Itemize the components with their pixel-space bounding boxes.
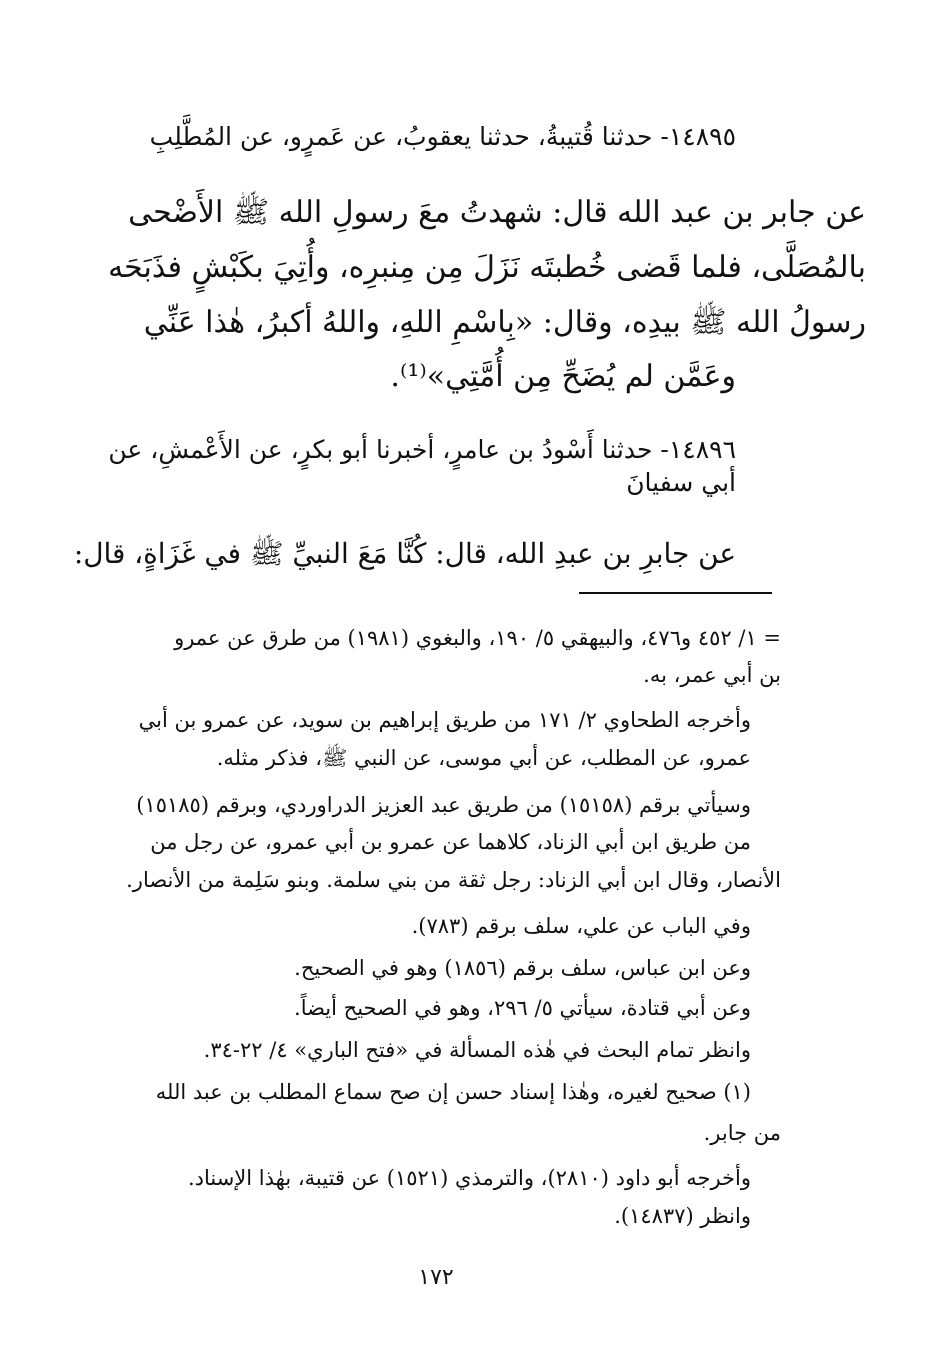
page-number: ١٧٢ [418,1265,454,1290]
footnote-line: من جابر. [703,1121,781,1145]
footnote-line: بن أبي عمر، به. [643,663,781,687]
footnote-line: وعن ابن عباس، سلف برقم (١٨٥٦) وهو في الصحيح. [294,956,751,980]
footnote-line: عمرو، عن المطلب، عن أبي موسى، عن النبي ﷺ، فذكر مثله. [216,746,751,770]
footnote-line: (١) صحيح لغيره، وهٰذا إسناد حسن إن صح سماع المطلب بن عبد الله [155,1080,751,1104]
footnote-separator [579,592,772,594]
footnote-line: وسيأتي برقم (١٥١٥٨) من طريق عبد العزيز الدراوردي، وبرقم (١٥١٨٥) [136,793,751,817]
matn-line: عن جابر بن عبد الله قال: شهدتُ معَ رسولِ الله ﷺ الأَضْحى [128,195,866,230]
footnote-line: الأنصار، وقال ابن أبي الزناد: رجل ثقة من بني سلمة. وبنو سَلِمة من الأنصار. [126,868,781,892]
footnote-line: وانظر تمام البحث في هٰذه المسألة في «فتح الباري» ٤/ ٢٢-٣٤. [203,1038,751,1062]
isnad-line: ١٤٨٩٥- حدثنا قُتيبةُ، حدثنا يعقوبُ، عن عَمرٍو، عن المُطَّلِبِ [149,122,736,151]
isnad-line: أبي سفيانَ [626,468,736,497]
matn-line: بالمُصَلَّى، فلما قَضى خُطبتَه نَزَلَ مِن مِنبرِه، وأُتِيَ بكَبْشٍ فذَبَحَه [108,250,866,285]
footnote-line: وعن أبي قتادة، سيأتي ٥/ ٢٩٦، وهو في الصحيح أيضاً. [294,996,751,1020]
footnote-line: وأخرجه الطحاوي ٢/ ١٧١ من طريق إبراهيم بن سويد، عن عمرو بن أبي [138,708,751,732]
isnad-line: ١٤٨٩٦- حدثنا أَسْودُ بن عامرٍ، أخبرنا أبو بكرٍ، عن الأَعْمشِ، عن [108,435,736,464]
matn-line: وعَمَّن لم يُضَحِّ مِن أُمَّتِي»⁽¹⁾. [390,359,736,394]
footnote-line: وأخرجه أبو داود (٢٨١٠)، والترمذي (١٥٢١) عن قتيبة، بهٰذا الإسناد. [187,1166,751,1190]
footnote-line: من طريق ابن أبي الزناد، كلاهما عن عمرو بن أبي عمرو، عن رجل من [150,830,751,854]
footnote-line: وانظر (١٤٨٣٧). [614,1204,751,1228]
matn-line: عن جابرِ بن عبدِ الله، قال: كُنَّا مَعَ النبيِّ ﷺ في غَزَاةٍ، قال: [73,537,736,570]
matn-line: رسولُ الله ﷺ بيدِه، وقال: «بِاسْمِ اللهِ، واللهُ أكبرُ، هٰذا عَنِّي [143,305,866,340]
footnote-line: = ١/ ٤٥٢ و٤٧٦، والبيهقي ٥/ ١٩٠، والبغوي (١٩٨١) من طرق عن عمرو [174,626,781,650]
footnote-line: وفي الباب عن علي، سلف برقم (٧٨٣). [411,914,751,938]
